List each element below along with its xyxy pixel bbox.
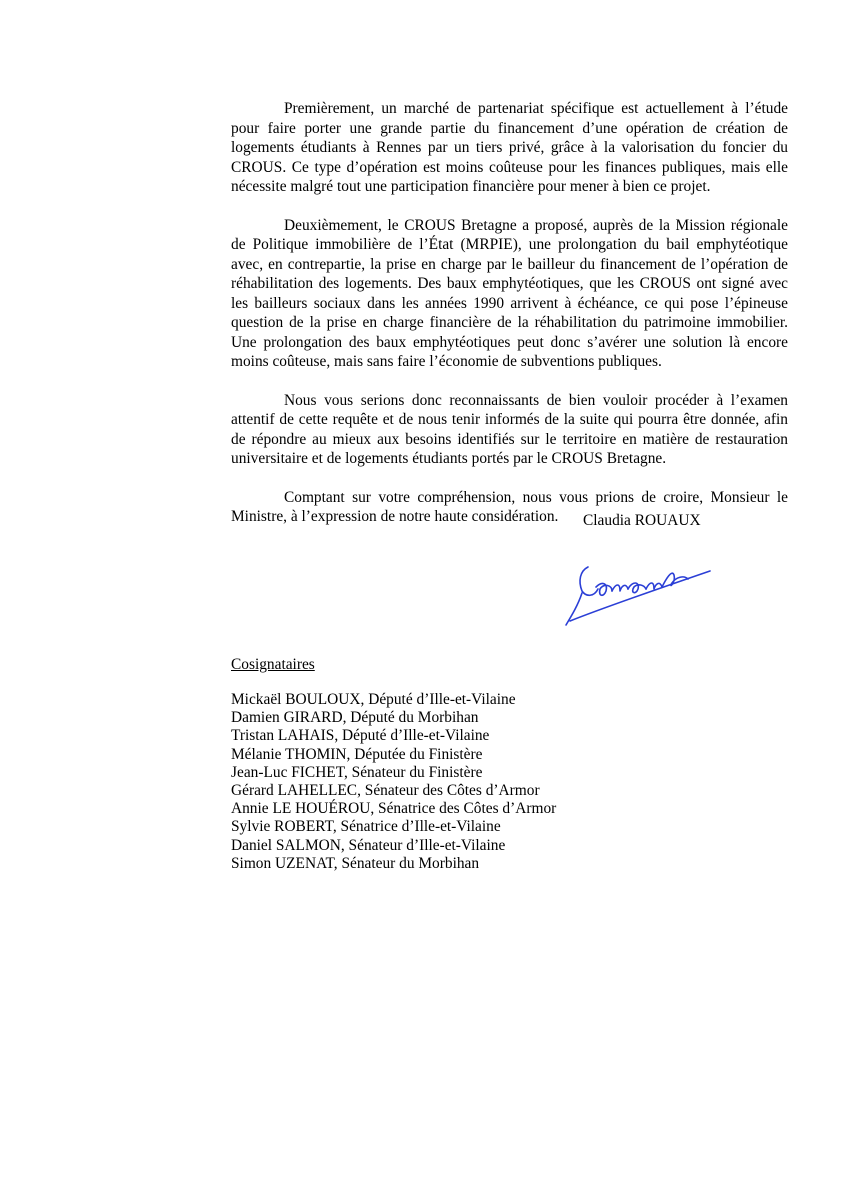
paragraph-request: Nous vous serions donc reconnaissants de bien vouloir procéder à l’examen attentif de cette requête et de nous tenir informés de la suite qui pourra être donnée, afin de répondre au mieux aux besoins identifiés sur le territoire en matière de restauration universitaire et de logements étudiants portés par le CROUS Bretagne. (231, 391, 788, 467)
signature-strokes (566, 567, 710, 625)
cosignataire-item: Tristan LAHAIS, Député d’Ille-et-Vilaine (231, 727, 490, 745)
cosignataire-item: Annie LE HOUÉROU, Sénatrice des Côtes d’Armor (231, 800, 557, 818)
cosignataire-item: Jean-Luc FICHET, Sénateur du Finistère (231, 763, 483, 781)
signer-name: Claudia ROUAUX (583, 512, 701, 529)
cosignataire-item: Sylvie ROBERT, Sénatrice d’Ille-et-Vilaine (231, 818, 501, 836)
cosignataire-item: Simon UZENAT, Sénateur du Morbihan (231, 854, 480, 872)
letter-body (231, 99, 788, 546)
cosignataire-item: Mickaël BOULOUX, Député d’Ille-et-Vilaine (231, 691, 516, 708)
cosignataire-item: Daniel SALMON, Sénateur d’Ille-et-Vilaine (231, 836, 506, 854)
cosignataires-heading: Cosignataires (231, 656, 315, 673)
paragraph-first-point: Premièrement, un marché de partenariat spécifique est actuellement à l’étude pour faire porter une grande partie du financement d’une opération de création de logements étudiants à Rennes par un tiers privé, grâce à la valorisation du foncier du CROUS. Ce type d’opération est moins coûteuse pour les finances publiques, mais elle nécessite malgré tout une participation financière pour mener à bien ce projet. (231, 100, 788, 195)
cosignataires-list (231, 691, 556, 873)
cosignataire-item: Damien GIRARD, Député du Morbihan (231, 709, 479, 727)
handwritten-signature (560, 553, 720, 633)
paragraph-second-point: Deuxièmement, le CROUS Bretagne a proposé, auprès de la Mission régionale de Politique immobilière de l’État (MRPIE), une prolongation du bail emphytéotique avec, en contrepartie, la prise en charge par le bailleur du financement de l’opération de réhabilitation des logements. Des baux emphytéotiques, que les CROUS ont signé avec les bailleurs sociaux dans les années 1990 arrivent à échéance, ce qui pose l’épineuse question de la prise en charge financière de la réhabilitation du patrimoine immobilier. Une prolongation des baux emphytéotiques peut donc s’avérer une solution là encore moins coûteuse, mais sans faire l’économie de subventions publiques. (231, 216, 788, 370)
paragraph-closing: Comptant sur votre compréhension, nous vous prions de croire, Monsieur le Ministre, à l’expression de notre haute considération. (231, 488, 788, 525)
cosignataire-item: Mélanie THOMIN, Députée du Finistère (231, 745, 483, 763)
signature-text: Rouaux (630, 631, 634, 632)
cosignataire-item: Gérard LAHELLEC, Sénateur des Côtes d’Armor (231, 782, 540, 800)
